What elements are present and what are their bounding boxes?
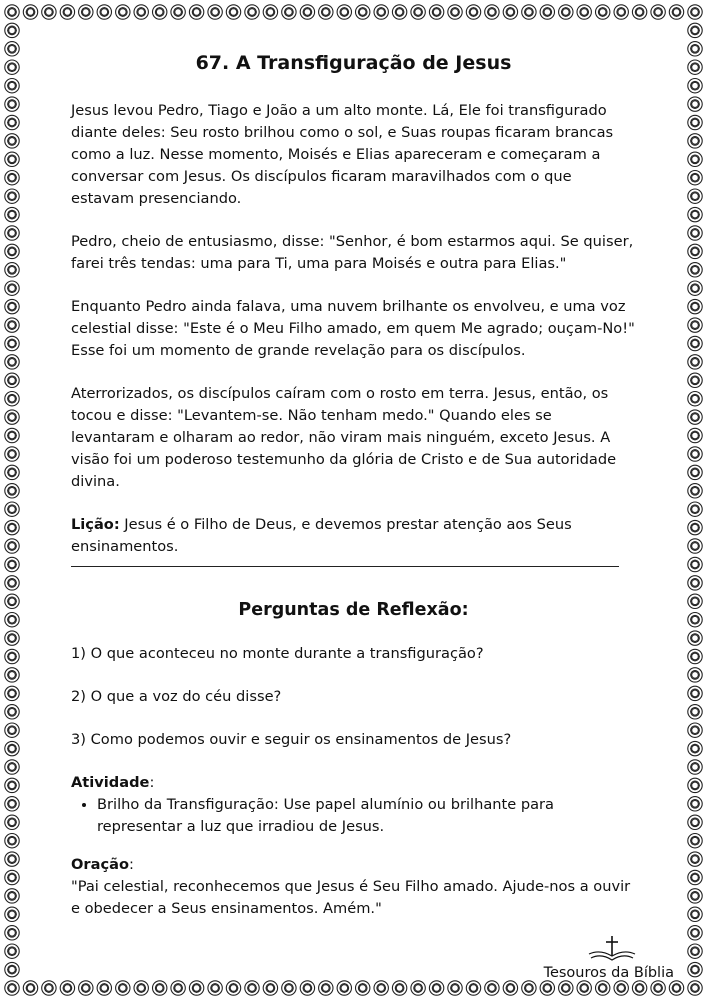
border-ornament [97, 981, 111, 995]
border-ornament [688, 115, 702, 129]
border-ornament [42, 981, 56, 995]
border-ornament [392, 981, 406, 995]
border-ornament [5, 852, 19, 866]
border-ornament [5, 42, 19, 56]
border-ornament [5, 981, 19, 995]
lesson-label: Lição: [71, 516, 120, 533]
open-bible-cross-icon [586, 934, 638, 964]
border-ornament [466, 981, 480, 995]
border-ornament [60, 5, 74, 19]
border-ornament [5, 797, 19, 811]
border-ornament [374, 5, 388, 19]
border-ornament [651, 5, 665, 19]
border-ornament [688, 926, 702, 940]
border-ornament [448, 981, 462, 995]
border-ornament [688, 741, 702, 755]
border-ornament [5, 668, 19, 682]
border-ornament [23, 981, 37, 995]
border-ornament [688, 392, 702, 406]
border-ornament [466, 5, 480, 19]
border-ornament [688, 815, 702, 829]
border-ornament [356, 5, 370, 19]
border-ornament [5, 502, 19, 516]
border-ornament [688, 778, 702, 792]
border-ornament [5, 778, 19, 792]
border-ornament [5, 5, 19, 19]
border-ornament [5, 484, 19, 498]
border-ornament [688, 244, 702, 258]
border-ornament [5, 594, 19, 608]
border-ornament [5, 944, 19, 958]
border-ornament [485, 981, 499, 995]
border-ornament [688, 226, 702, 240]
border-ornament [688, 79, 702, 93]
border-ornament [688, 152, 702, 166]
border-ornament [5, 723, 19, 737]
border-ornament [688, 373, 702, 387]
border-ornament [688, 263, 702, 277]
border-ornament [688, 760, 702, 774]
border-ornament [5, 539, 19, 553]
border-ornament [97, 5, 111, 19]
border-ornament [688, 428, 702, 442]
border-ornament [5, 889, 19, 903]
border-ornament [5, 207, 19, 221]
border-ornament [614, 5, 628, 19]
border-ornament [429, 5, 443, 19]
border-ornament [42, 5, 56, 19]
border-ornament [5, 760, 19, 774]
border-ornament [651, 981, 665, 995]
border-ornament [688, 410, 702, 424]
border-ornament [300, 5, 314, 19]
border-ornament [5, 171, 19, 185]
document-page [71, 48, 636, 920]
activity-item: • Brilho da Transfiguração: Use papel alumínio ou brilhante para representar a luz que irradiou de Jesus. [97, 794, 636, 838]
border-ornament [688, 539, 702, 553]
border-ornament [5, 926, 19, 940]
border-ornament [171, 5, 185, 19]
border-ornament [503, 981, 517, 995]
border-ornament [503, 5, 517, 19]
section-divider [71, 566, 619, 567]
border-ornament [356, 981, 370, 995]
border-ornament [688, 281, 702, 295]
activity-list [71, 794, 636, 838]
border-ornament [116, 5, 130, 19]
prayer-section [71, 854, 636, 920]
border-ornament [208, 981, 222, 995]
border-ornament [5, 392, 19, 406]
border-ornament [226, 5, 240, 19]
border-ornament [300, 981, 314, 995]
border-ornament [429, 981, 443, 995]
border-ornament [5, 79, 19, 93]
border-ornament [688, 649, 702, 663]
border-ornament [411, 5, 425, 19]
prayer-text: "Pai celestial, reconhecemos que Jesus é Seu Filho amado. Ajude-nos a ouvir e obedecer a Seus ensinamentos. Amém." [71, 878, 631, 917]
border-ornament [5, 576, 19, 590]
reflection-question-3: 3) Como podemos ouvir e seguir os ensinamentos de Jesus? [71, 731, 512, 748]
border-ornament [5, 410, 19, 424]
border-ornament [688, 465, 702, 479]
border-ornament [337, 981, 351, 995]
border-ornament [688, 962, 702, 976]
border-ornament [282, 981, 296, 995]
border-ornament [5, 226, 19, 240]
border-ornament [632, 981, 646, 995]
border-ornament [559, 5, 573, 19]
activity-label: Atividade [71, 774, 150, 791]
border-ornament [245, 5, 259, 19]
border-ornament [134, 981, 148, 995]
border-ornament [5, 373, 19, 387]
border-ornament [245, 981, 259, 995]
border-ornament [5, 60, 19, 74]
border-ornament [5, 870, 19, 884]
border-ornament [688, 60, 702, 74]
border-ornament [688, 42, 702, 56]
border-ornament [5, 465, 19, 479]
border-ornament [688, 852, 702, 866]
border-ornament [5, 263, 19, 277]
border-ornament [688, 134, 702, 148]
border-ornament [688, 5, 702, 19]
border-ornament [263, 5, 277, 19]
border-ornament [189, 5, 203, 19]
brand-logo [534, 934, 674, 982]
border-ornament [540, 981, 554, 995]
border-ornament [23, 5, 37, 19]
page-title: 67. A Transfiguração de Jesus [195, 52, 512, 74]
border-ornament [688, 171, 702, 185]
border-ornament [485, 5, 499, 19]
prayer-colon: : [128, 856, 134, 873]
border-ornament [559, 981, 573, 995]
border-ornament [688, 23, 702, 37]
border-ornament [171, 981, 185, 995]
border-ornament [688, 723, 702, 737]
border-ornament [688, 797, 702, 811]
border-ornament [226, 981, 240, 995]
border-ornament [688, 318, 702, 332]
border-ornament [5, 686, 19, 700]
border-ornament [5, 649, 19, 663]
border-ornament [522, 5, 536, 19]
border-ornament [153, 981, 167, 995]
border-ornament [688, 870, 702, 884]
border-ornament [688, 189, 702, 203]
brand-name: Tesouros da Bíblia [543, 965, 674, 981]
border-ornament [669, 5, 683, 19]
border-ornament [614, 981, 628, 995]
border-ornament [5, 907, 19, 921]
border-ornament [688, 355, 702, 369]
border-ornament [153, 5, 167, 19]
border-ornament [688, 557, 702, 571]
border-ornament [5, 962, 19, 976]
activity-colon: : [149, 774, 155, 791]
story-paragraph-4: Aterrorizados, os discípulos caíram com o rosto em terra. Jesus, então, os tocou e disse: "Levantem-se. Não tenham medo." Quando eles se levantaram e olharam ao redor, não viram mais ninguém, exceto Jesus. A visão foi um poderoso testemunho da glória de Cristo e de Sua autoridade divina. [71, 385, 617, 490]
border-ornament [5, 115, 19, 129]
border-ornament [5, 815, 19, 829]
border-ornament [319, 981, 333, 995]
border-ornament [688, 502, 702, 516]
border-ornament [688, 520, 702, 534]
border-ornament [5, 134, 19, 148]
border-ornament [688, 668, 702, 682]
border-ornament [5, 741, 19, 755]
border-ornament [688, 594, 702, 608]
border-ornament [688, 631, 702, 645]
border-ornament [688, 834, 702, 848]
border-ornament [688, 889, 702, 903]
border-ornament [374, 981, 388, 995]
border-ornament [688, 207, 702, 221]
activity-section [71, 772, 636, 838]
border-ornament [392, 5, 406, 19]
border-ornament [134, 5, 148, 19]
border-ornament [189, 981, 203, 995]
border-ornament [60, 981, 74, 995]
border-ornament [5, 97, 19, 111]
border-ornament [540, 5, 554, 19]
border-ornament [79, 5, 93, 19]
border-ornament [577, 5, 591, 19]
border-ornament [688, 336, 702, 350]
lesson-text: Jesus é o Filho de Deus, e devemos prestar atenção aos Seus ensinamentos. [71, 516, 572, 555]
border-ornament [208, 5, 222, 19]
border-ornament [688, 686, 702, 700]
border-ornament [596, 5, 610, 19]
lesson [71, 514, 636, 558]
reflection-heading: Perguntas de Reflexão: [238, 600, 469, 620]
border-ornament [263, 981, 277, 995]
border-ornament [5, 447, 19, 461]
border-ornament [411, 981, 425, 995]
border-ornament [688, 907, 702, 921]
border-ornament [5, 152, 19, 166]
border-ornament [669, 981, 683, 995]
border-ornament [688, 705, 702, 719]
border-ornament [337, 5, 351, 19]
border-ornament [5, 336, 19, 350]
border-ornament [5, 705, 19, 719]
border-ornament [688, 447, 702, 461]
border-ornament [5, 355, 19, 369]
border-ornament [5, 281, 19, 295]
border-ornament [5, 318, 19, 332]
border-ornament [5, 631, 19, 645]
border-ornament [282, 5, 296, 19]
border-ornament [688, 613, 702, 627]
border-ornament [5, 299, 19, 313]
reflection-question-1: 1) O que aconteceu no monte durante a transfiguração? [71, 645, 484, 662]
border-ornament [522, 981, 536, 995]
border-ornament [688, 944, 702, 958]
border-ornament [5, 23, 19, 37]
border-ornament [5, 557, 19, 571]
border-ornament [596, 981, 610, 995]
border-ornament [448, 5, 462, 19]
border-ornament [5, 834, 19, 848]
prayer-label: Oração [71, 856, 129, 873]
border-ornament [319, 5, 333, 19]
border-ornament [688, 484, 702, 498]
story-paragraph-3: Enquanto Pedro ainda falava, uma nuvem brilhante os envolveu, e uma voz celestial disse: "Este é o Meu Filho amado, em quem Me agrado; ouçam-No!" Esse foi um momento de grande revelação para os discípulos. [71, 298, 635, 359]
border-ornament [5, 189, 19, 203]
border-ornament [688, 97, 702, 111]
reflection-question-2: 2) O que a voz do céu disse? [71, 688, 282, 705]
border-ornament [5, 428, 19, 442]
border-ornament [79, 981, 93, 995]
border-ornament [577, 981, 591, 995]
border-ornament [688, 299, 702, 313]
story-paragraph-2: Pedro, cheio de entusiasmo, disse: "Senhor, é bom estarmos aqui. Se quiser, farei três tendas: uma para Ti, uma para Moisés e outra para Elias." [71, 233, 634, 272]
border-ornament [688, 981, 702, 995]
border-ornament [688, 576, 702, 590]
border-ornament [632, 5, 646, 19]
border-ornament [5, 613, 19, 627]
border-ornament [116, 981, 130, 995]
border-ornament [5, 520, 19, 534]
border-ornament [5, 244, 19, 258]
story-paragraph-1: Jesus levou Pedro, Tiago e João a um alto monte. Lá, Ele foi transfigurado diante deles: Seu rosto brilhou como o sol, e Suas roupas ficaram brancas como a luz. Nesse momento, Moisés e Elias apareceram e começaram a conversar com Jesus. Os discípulos ficaram maravilhados com o que estavam presenciando. [71, 102, 614, 207]
